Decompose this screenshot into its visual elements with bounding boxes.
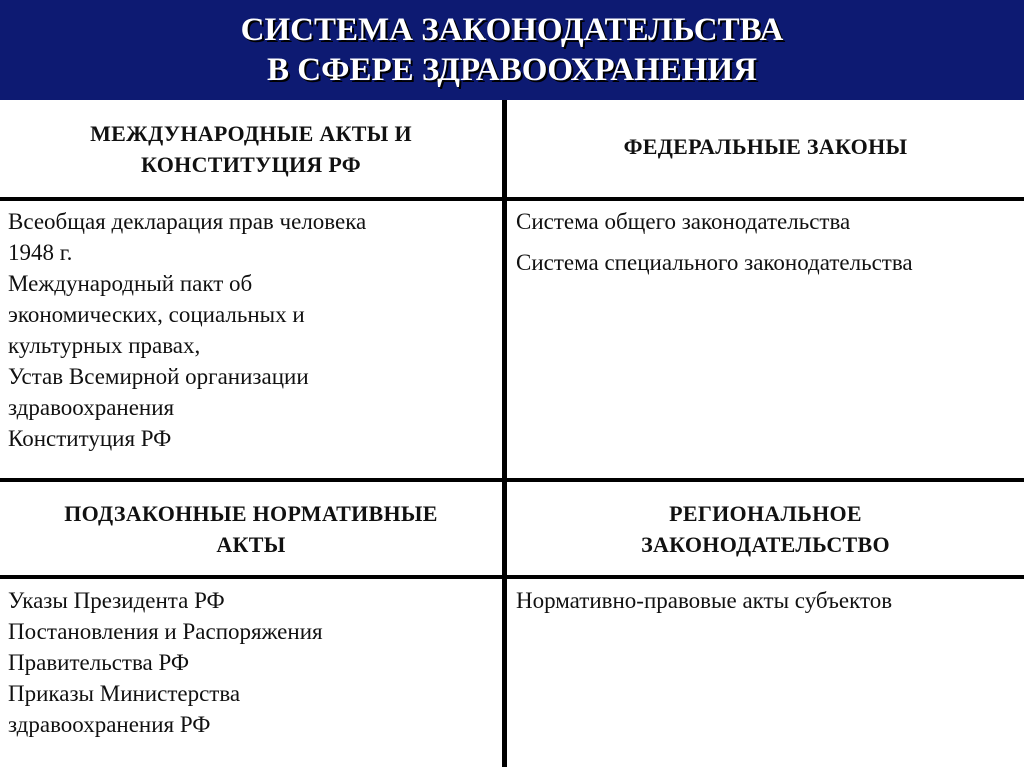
list-item: Всеобщая декларация прав человека — [8, 209, 367, 234]
header-regional — [507, 482, 1024, 575]
title-line-1: СИСТЕМА ЗАКОНОДАТЕЛЬСТВА — [240, 12, 784, 48]
title-line-2: В СФЕРЕ ЗДРАВООХРАНЕНИЯ — [267, 52, 757, 88]
list-item: Система общего законодательства — [516, 209, 851, 234]
header-line: ПОДЗАКОННЫЕ НОРМАТИВНЫЕ — [64, 500, 438, 526]
header-line: КОНСТИТУЦИЯ РФ — [141, 151, 361, 177]
content-international — [8, 206, 498, 454]
list-item: Приказы Министерства — [8, 681, 241, 706]
header-federal — [507, 100, 1024, 197]
title-bar — [0, 0, 1024, 100]
list-item: культурных правах, — [8, 333, 201, 358]
header-line: МЕЖДУНАРОДНЫЕ АКТЫ И — [90, 120, 412, 146]
header-international — [0, 100, 502, 197]
list-item: экономических, социальных и — [8, 302, 305, 327]
header-bylaws — [0, 482, 502, 575]
list-item: здравоохранения РФ — [8, 712, 211, 737]
list-item: 1948 г. — [8, 240, 73, 265]
divider-header-1 — [0, 197, 1024, 201]
list-item: Правительства РФ — [8, 650, 190, 675]
list-item: здравоохранения — [8, 395, 175, 420]
list-item: Постановления и Распоряжения — [8, 619, 323, 644]
list-item: Указы Президента РФ — [8, 588, 225, 613]
list-item: Конституция РФ — [8, 426, 172, 451]
header-line: ЗАКОНОДАТЕЛЬСТВО — [641, 531, 890, 557]
header-line: АКТЫ — [216, 531, 286, 557]
list-item: Международный пакт об — [8, 271, 253, 296]
list-item: Нормативно-правовые акты субъектов — [516, 588, 893, 613]
list-item: Устав Всемирной организации — [8, 364, 309, 389]
content-federal — [516, 206, 1020, 278]
content-regional — [516, 585, 1020, 616]
list-item: Система специального законодательства — [516, 250, 913, 275]
content-bylaws — [8, 585, 498, 740]
header-line: ФЕДЕРАЛЬНЫЕ ЗАКОНЫ — [623, 134, 908, 159]
header-line: РЕГИОНАЛЬНОЕ — [669, 500, 862, 526]
divider-header-2 — [0, 575, 1024, 579]
